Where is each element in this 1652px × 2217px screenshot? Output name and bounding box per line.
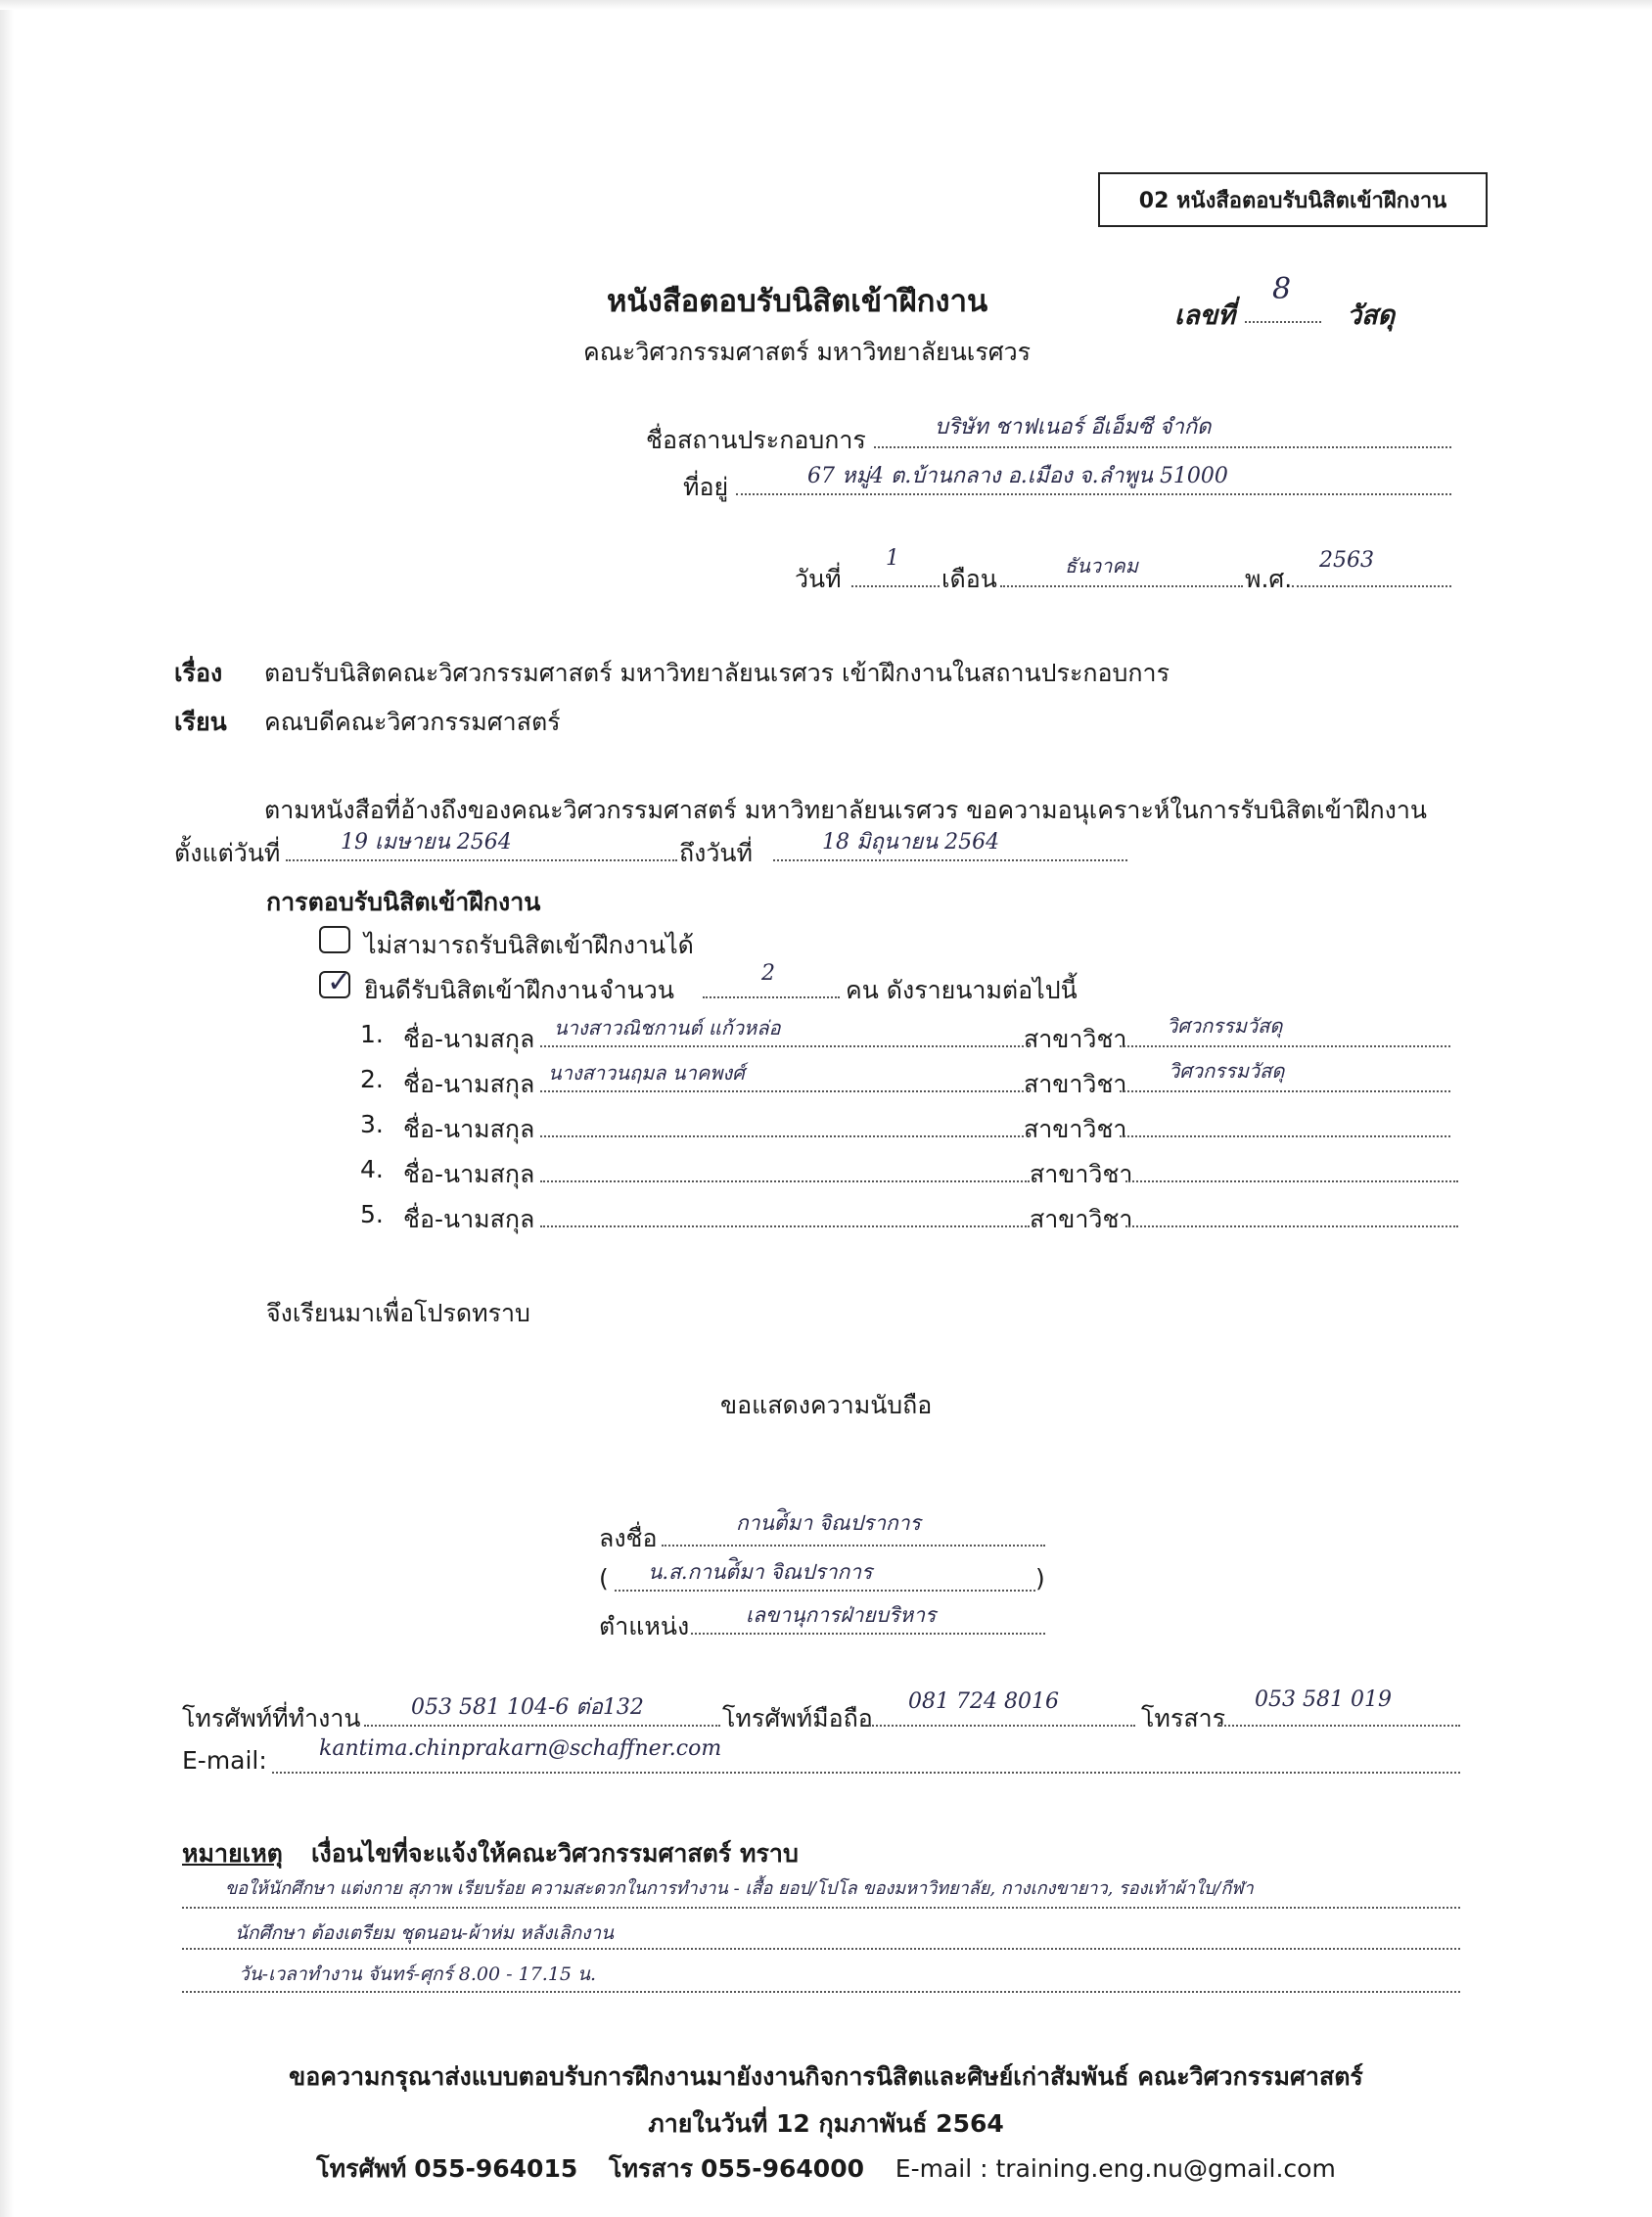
form-code-box: 02 หนังสือตอบรับนิสิตเข้าฝึกงาน [1098,172,1488,227]
from-date-value: 19 เมษายน 2564 [341,830,512,854]
closing-regards: ขอแสดงความนับถือ [720,1391,933,1419]
footer-contact-line [0,2149,1652,2189]
company-name-value: บริษัท ชาฟเนอร์ อีเอ็มซี จำกัด [935,415,1212,439]
student-major-label: สาขาวิชา [1030,1160,1133,1188]
student-name-label: ชื่อ-นามสกุล [403,1025,535,1053]
notes-text-1: ขอให้นักศึกษา แต่งกาย สุภาพ เรียบร้อย ความสะดวกในการทำงาน - เสื้อ ยอป/โปโล ของมหาวิทยาลัย, กางเกงขายาว, รองเท้าผ้าใบ/กีฬา [225,1878,1254,1899]
footer-line-2: ภายในวันที่ 12 กุมภาพันธ์ 2564 [648,2109,1004,2138]
accept-checkbox[interactable] [319,965,352,999]
scan-shadow-top [0,0,1652,10]
mobile-line [869,1725,1135,1727]
address-line [736,493,1451,495]
student-name-value: นางสาวนฤมล นาคพงศ์ [548,1061,745,1085]
footer-fax: 055-964000 [701,2154,864,2183]
faculty-subtitle: คณะวิศวกรรมศาสตร์ มหาวิทยาลัยนเรศวร [583,338,1032,366]
scan-shadow-left [0,0,14,2217]
number-suffix: วัสดุ [1347,300,1396,331]
notes-line-1 [182,1907,1460,1909]
footer-email-label: E-mail : [895,2154,988,2183]
number-field-line [1245,321,1321,323]
email-line [272,1772,1460,1774]
subject-label: เรื่อง [174,659,223,687]
student-major-line [1125,1225,1458,1227]
date-month-line [1000,585,1243,587]
student-name-line [540,1135,1024,1137]
mobile-value: 081 724 8016 [908,1689,1059,1714]
student-name-line [540,1225,1030,1227]
footer-fax-label: โทรสาร [609,2154,694,2183]
to-date-value: 18 มิถุนายน 2564 [822,830,1000,854]
company-name-label: ชื่อสถานประกอบการ [646,426,866,454]
date-year-line [1292,585,1451,587]
subject-text: ตอบรับนิสิตคณะวิศวกรรมศาสตร์ มหาวิทยาลัยนเรศวร เข้าฝึกงานในสถานประกอบการ [264,659,1170,687]
address-value: 67 หมู่4 ต.บ้านกลาง อ.เมือง จ.ลำพูน 51000 [807,464,1228,488]
email-value: kantima.chinprakarn@schaffner.com [319,1736,722,1761]
count-suffix: คน ดังรายนามต่อไปนี้ [846,976,1078,1004]
position-label: ตำแหน่ง [599,1612,690,1640]
student-name-line [540,1045,1024,1047]
notes-label: หมายเหตุ [182,1839,283,1868]
to-text: คณบดีคณะวิศวกรรมศาสตร์ [264,708,561,736]
student-major-value: วิศวกรรมวัสดุ [1169,1059,1285,1083]
fax-line [1217,1725,1460,1727]
student-number: 2. [360,1065,384,1093]
check-mark-icon: ✓ [327,965,352,999]
notes-text-3: วัน-เวลาทำงาน จันทร์-ศุกร์ 8.00 - 17.15 น. [239,1963,597,1985]
fax-value: 053 581 019 [1255,1687,1392,1712]
signature-line [662,1545,1045,1547]
student-name-value: นางสาวณิชกานต์ แก้วหล่อ [554,1016,781,1039]
notes-text-2: นักศึกษา ต้องเตรียม ชุดนอน-ผ้าห่ม หลังเลิกงาน [235,1922,615,1944]
student-major-label: สาขาวิชา [1024,1025,1127,1053]
document-title: หนังสือตอบรับนิสิตเข้าฝึกงาน [607,284,988,319]
number-value: 8 [1272,272,1292,306]
date-month-label: เดือน [941,565,997,593]
student-name-line [540,1180,1030,1182]
address-label: ที่อยู่ [683,473,729,501]
date-year-value: 2563 [1319,548,1374,573]
notes-line-3 [182,1991,1460,1993]
office-phone-label: โทรศัพท์ที่ทำงาน [182,1704,361,1732]
date-day-line [851,585,940,587]
office-phone-line [364,1725,720,1727]
printed-name-close-paren: ) [1035,1564,1045,1593]
printed-name-value: น.ส.กานต์ิมา จิณปราการ [648,1560,873,1584]
signature-label: ลงชื่อ [599,1524,658,1552]
student-number: 5. [360,1200,384,1228]
student-name-label: ชื่อ-นามสกุล [403,1070,535,1098]
student-major-line [1120,1090,1450,1092]
printed-name-open-paren: ( [599,1564,609,1593]
position-line [691,1633,1045,1635]
notes-heading: เงื่อนไขที่จะแจ้งให้คณะวิศวกรรมศาสตร์ ทราบ [311,1839,799,1868]
date-month-value: ธันวาคม [1065,554,1138,577]
date-day-label: วันที่ [795,565,842,593]
from-date-label: ตั้งแต่วันที่ [174,839,281,867]
fax-label: โทรสาร [1141,1704,1226,1732]
company-name-line [874,446,1451,448]
footer-email[interactable]: training.eng.nu@gmail.com [995,2154,1336,2183]
printed-name-line [615,1590,1035,1592]
student-major-line [1120,1045,1450,1047]
reject-option-label: ไม่สามารถรับนิสิตเข้าฝึกงานได้ [364,931,694,959]
mobile-label: โทรศัพท์มือถือ [722,1704,873,1732]
student-number: 3. [360,1110,384,1138]
student-name-line [540,1090,1024,1092]
count-label: จำนวน [599,976,674,1004]
to-date-line [773,859,1127,861]
student-major-label: สาขาวิชา [1024,1070,1127,1098]
student-name-label: ชื่อ-นามสกุล [403,1205,535,1233]
count-value: 2 [761,961,775,986]
student-name-label: ชื่อ-นามสกุล [403,1160,535,1188]
student-major-label: สาขาวิชา [1030,1205,1133,1233]
student-name-label: ชื่อ-นามสกุล [403,1115,535,1143]
from-date-line [286,859,677,861]
count-line [703,996,840,998]
date-year-label: พ.ศ. [1245,565,1293,593]
acceptance-heading: การตอบรับนิสิตเข้าฝึกงาน [266,888,541,916]
footer-phone: 055-964015 [414,2154,578,2183]
accept-option-label: ยินดีรับนิสิตเข้าฝึกงาน [364,976,598,1004]
date-day-value: 1 [886,546,899,571]
number-label: เลขที่ [1174,300,1236,331]
student-major-value: วิศวกรรมวัสดุ [1167,1014,1283,1038]
student-number: 1. [360,1020,384,1048]
student-number: 4. [360,1155,384,1183]
footer-phone-label: โทรศัพท์ [316,2154,407,2183]
closing-inform: จึงเรียนมาเพื่อโปรดทราบ [266,1299,530,1327]
position-value: เลขานุการฝ่ายบริหาร [746,1603,937,1627]
student-major-line [1120,1135,1450,1137]
student-major-label: สาขาวิชา [1024,1115,1127,1143]
student-major-line [1125,1180,1458,1182]
reject-checkbox[interactable] [319,926,350,953]
to-date-label: ถึงวันที่ [679,839,753,867]
office-phone-value: 053 581 104-6 ต่อ132 [411,1695,644,1720]
notes-line-2 [182,1948,1460,1950]
signature-value: กานต์ิมา จิณปราการ [736,1511,921,1535]
to-label: เรียน [174,708,227,736]
body-paragraph: ตามหนังสือที่อ้างถึงของคณะวิศวกรรมศาสตร์ มหาวิทยาลัยนเรศวร ขอความอนุเคราะห์ในการรับนิสิตเข้าฝึกงาน [264,796,1427,824]
email-label: E-mail: [182,1746,267,1775]
footer-line-1: ขอความกรุณาส่งแบบตอบรับการฝึกงานมายังงานกิจการนิสิตและศิษย์เก่าสัมพันธ์ คณะวิศวกรรมศาสตร์ [289,2062,1363,2091]
